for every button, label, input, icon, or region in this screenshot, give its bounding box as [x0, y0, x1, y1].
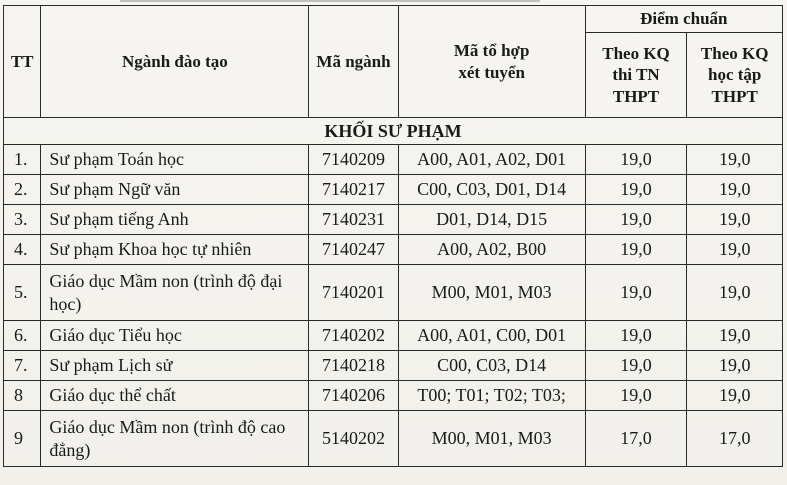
row-score-tn: 19,0: [585, 265, 687, 321]
row-combo: M00, M01, M03: [398, 265, 585, 321]
header-score-ht-line3: THPT: [711, 86, 758, 106]
row-score-ht: 19,0: [687, 381, 783, 411]
row-combo: C00, C03, D01, D14: [398, 175, 585, 205]
row-program-name: Sư phạm Ngữ văn: [41, 175, 309, 205]
header-combo-line1: Mã tổ hợp: [453, 41, 530, 61]
row-tt: 2.: [4, 175, 41, 205]
row-tt: 9: [4, 411, 41, 467]
table-row: [4, 265, 783, 321]
row-score-tn: 19,0: [585, 235, 687, 265]
row-score-tn: 19,0: [585, 145, 687, 175]
row-program-name: Giáo dục Mầm non (trình độ cao đẳng): [41, 411, 309, 467]
row-combo: M00, M01, M03: [398, 411, 585, 467]
row-score-ht: 19,0: [687, 145, 783, 175]
row-score-tn: 19,0: [585, 351, 687, 381]
row-program-code: 5140202: [309, 411, 398, 467]
header-code: Mã ngành: [309, 6, 398, 118]
section-title: KHỐI SƯ PHẠM: [4, 118, 783, 145]
row-program-code: 7140209: [309, 145, 398, 175]
table-row: [4, 381, 783, 411]
row-score-tn: 19,0: [585, 321, 687, 351]
row-score-tn: 17,0: [585, 411, 687, 467]
row-program-name: Sư phạm Khoa học tự nhiên: [41, 235, 309, 265]
row-score-ht: 19,0: [687, 205, 783, 235]
row-tt: 1.: [4, 145, 41, 175]
row-score-ht: 19,0: [687, 321, 783, 351]
row-combo: T00; T01; T02; T03;: [398, 381, 585, 411]
row-score-ht: 19,0: [687, 351, 783, 381]
row-program-code: 7140206: [309, 381, 398, 411]
table-row: [4, 321, 783, 351]
row-program-name: Giáo dục thể chất: [41, 381, 309, 411]
header-benchmark: Điểm chuẩn: [585, 6, 782, 33]
row-score-ht: 19,0: [687, 265, 783, 321]
row-combo: A00, A02, B00: [398, 235, 585, 265]
row-tt: 7.: [4, 351, 41, 381]
header-tt: TT: [4, 6, 41, 118]
row-program-code: 7140218: [309, 351, 398, 381]
row-tt: 4.: [4, 235, 41, 265]
table-row: [4, 235, 783, 265]
row-tt: 5.: [4, 265, 41, 321]
row-program-code: 7140247: [309, 235, 398, 265]
row-score-ht: 19,0: [687, 175, 783, 205]
row-program-code: 7140217: [309, 175, 398, 205]
row-program-name: Sư phạm tiếng Anh: [41, 205, 309, 235]
row-score-ht: 19,0: [687, 235, 783, 265]
row-program-code: 7140201: [309, 265, 398, 321]
benchmark-score-table: [3, 5, 783, 467]
row-combo: A00, A01, A02, D01: [398, 145, 585, 175]
table-row: [4, 175, 783, 205]
row-score-tn: 19,0: [585, 175, 687, 205]
row-program-name: Sư phạm Toán học: [41, 145, 309, 175]
header-score-tn: [585, 33, 687, 118]
header-combo: [398, 6, 585, 118]
header-program: Ngành đào tạo: [41, 6, 309, 118]
header-combo-line2: xét tuyển: [458, 62, 525, 82]
row-program-name: Sư phạm Lịch sử: [41, 351, 309, 381]
row-program-code: 7140231: [309, 205, 398, 235]
table-row: [4, 145, 783, 175]
table-row: [4, 205, 783, 235]
header-score-ht-line1: Theo KQ: [700, 44, 769, 64]
row-program-name: Giáo dục Tiểu học: [41, 321, 309, 351]
top-edge-line: [120, 0, 540, 2]
row-tt: 3.: [4, 205, 41, 235]
header-score-tn-line2: thi TN: [612, 65, 660, 85]
row-program-name: Giáo dục Mầm non (trình độ đại học): [41, 265, 309, 321]
table-row: [4, 411, 783, 467]
row-score-tn: 19,0: [585, 381, 687, 411]
header-score-tn-line3: THPT: [612, 86, 660, 106]
row-score-tn: 19,0: [585, 205, 687, 235]
table-row: [4, 351, 783, 381]
row-tt: 6.: [4, 321, 41, 351]
header-score-tn-line1: Theo KQ: [602, 44, 670, 64]
row-combo: C00, C03, D14: [398, 351, 585, 381]
row-combo: D01, D14, D15: [398, 205, 585, 235]
row-tt: 8: [4, 381, 41, 411]
row-combo: A00, A01, C00, D01: [398, 321, 585, 351]
row-program-code: 7140202: [309, 321, 398, 351]
row-score-ht: 17,0: [687, 411, 783, 467]
header-score-ht-line2: học tập: [708, 65, 762, 85]
header-score-ht: [687, 33, 783, 118]
